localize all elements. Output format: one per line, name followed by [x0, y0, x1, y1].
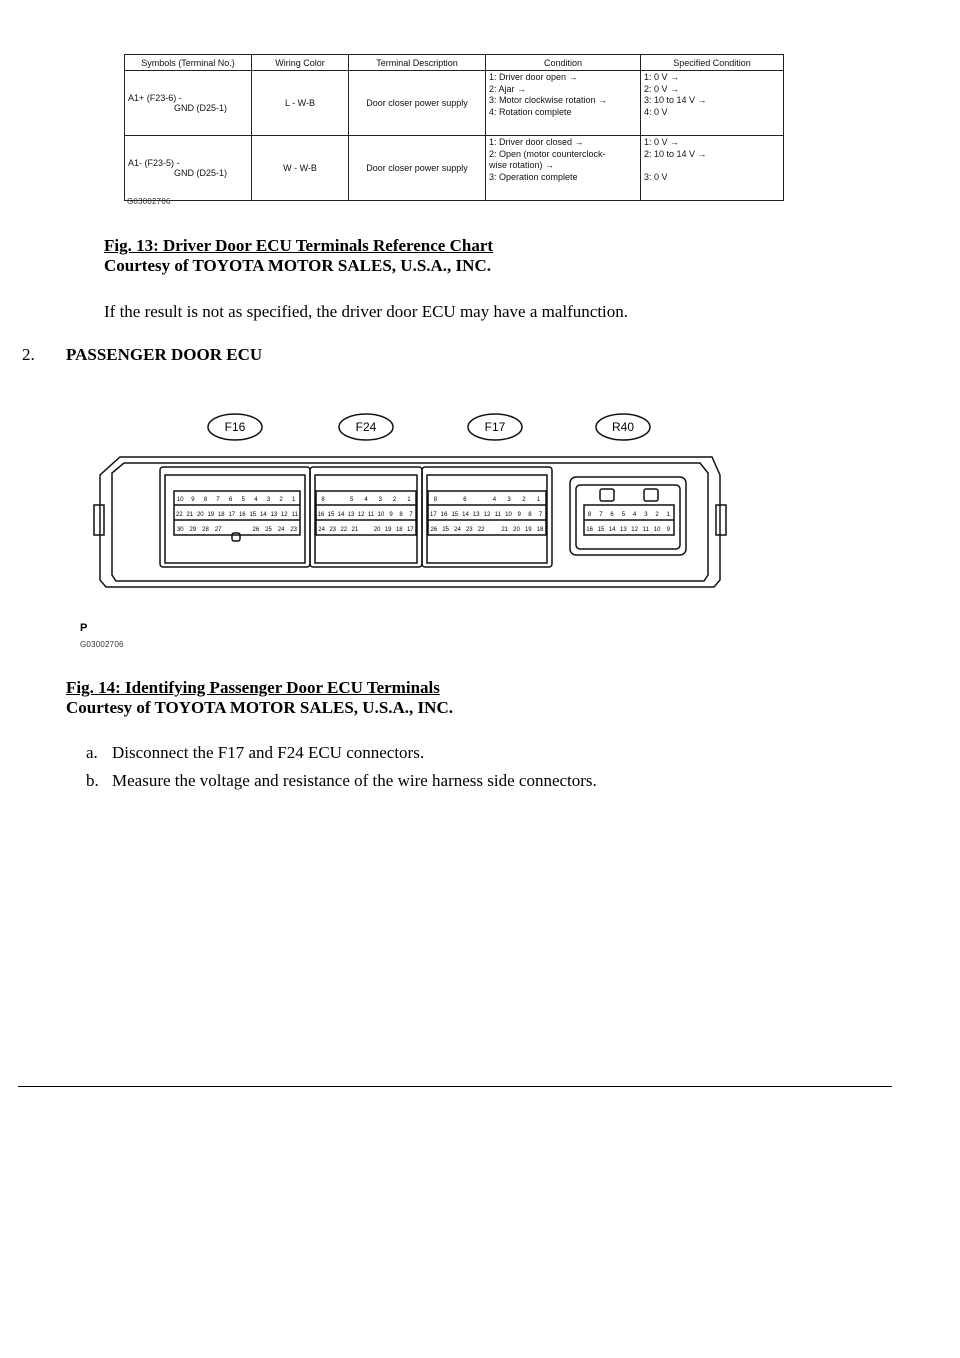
table-header: Terminal Description [349, 55, 486, 71]
pin-number: 12 [280, 512, 288, 518]
pin-number: 3 [266, 497, 271, 503]
pin-number: 14 [608, 527, 616, 533]
fig14-caption [66, 678, 453, 718]
pin-number: 21 [501, 527, 509, 533]
pin-number: 12 [631, 527, 638, 533]
pin-number: 2 [655, 512, 659, 518]
connector-inner-r40 [576, 485, 680, 549]
pin-number: 23 [465, 527, 473, 533]
specified-cell [641, 136, 784, 201]
pin-number: 25 [442, 527, 450, 533]
specified-line: 1: 0 V → [644, 72, 680, 82]
pin-number: 4 [632, 512, 637, 518]
pin-number: 3 [644, 512, 648, 518]
pin-number: 18 [536, 527, 544, 533]
specified-line: 2: 0 V → [644, 83, 680, 94]
pin-number: 8 [203, 497, 208, 503]
pin-number: 14 [337, 512, 345, 518]
pin-number: 24 [277, 527, 285, 533]
pin-number: 3 [378, 497, 382, 503]
pin-number: 7 [216, 497, 220, 503]
pin-number: 2 [279, 497, 283, 503]
pin-number: 7 [599, 512, 603, 518]
pin-number: 1 [666, 512, 671, 518]
pin-number: 22 [175, 512, 183, 518]
specified-line: 1: 0 V → [644, 137, 680, 147]
terminal-line: GND (D25-1) [174, 168, 228, 178]
pin-number: 15 [249, 512, 257, 518]
pin-number: 4 [364, 497, 368, 503]
pin-number: 2 [522, 497, 526, 503]
pin-number: 17 [407, 527, 414, 533]
pin-number: 16 [440, 512, 448, 518]
pin-number: 6 [229, 497, 233, 503]
pin-number: 8 [528, 512, 532, 518]
list-text: Disconnect the F17 and F24 ECU connectors. [112, 743, 425, 762]
list-marker: b. [86, 771, 99, 790]
pin-number: 9 [191, 497, 195, 503]
list-item [86, 743, 424, 763]
table-row [125, 71, 784, 136]
pin-number: 22 [340, 527, 348, 533]
pin-number: 20 [373, 527, 381, 533]
table-header: Wiring Color [252, 55, 349, 71]
pin-number: 20 [513, 527, 520, 533]
condition-line: 3: Operation complete [489, 171, 578, 182]
pin-number: 22 [477, 527, 485, 533]
pin-number: 20 [196, 512, 204, 518]
pin-number: 4 [492, 497, 497, 503]
pin-number: 14 [259, 512, 267, 518]
pin-number: 26 [252, 527, 260, 533]
pin-number: 16 [238, 512, 246, 518]
pin-number: 15 [597, 527, 605, 533]
pin-number: 17 [228, 512, 236, 518]
table-header: Symbols (Terminal No.) [125, 55, 252, 71]
pin-number: 5 [350, 497, 354, 503]
connector-inner-f17 [427, 475, 547, 563]
pin-number: 13 [472, 512, 480, 518]
step-number: 2. [22, 345, 35, 364]
connector-label: F16 [224, 420, 246, 434]
pin-number: 6 [463, 497, 467, 503]
pin-number: 6 [610, 512, 614, 518]
pin-number: 23 [329, 527, 337, 533]
caption-courtesy: Courtesy of TOYOTA MOTOR SALES, U.S.A., INC. [104, 256, 491, 275]
pin-number: 15 [327, 512, 335, 518]
pin-number: 14 [462, 512, 469, 518]
terminal-line: A1- (F23-5) - [128, 158, 180, 168]
pin-number: 1 [536, 497, 541, 503]
pin-number: 11 [367, 512, 375, 518]
description-cell: Door closer power supply [349, 71, 486, 136]
pin-number: 2 [392, 497, 397, 503]
pin-number: 11 [291, 512, 298, 518]
pin-number: 8 [433, 497, 438, 503]
condition-line: 3: Motor clockwise rotation → [489, 95, 608, 105]
pin-number: 21 [351, 527, 359, 533]
pin-number: 15 [451, 512, 459, 518]
pin-number: 30 [176, 527, 184, 533]
condition-cell [486, 136, 641, 201]
specified-line: 4: 0 V [644, 106, 668, 117]
pin-number: 28 [202, 527, 209, 533]
table-row [125, 136, 784, 201]
pin-number: 8 [587, 512, 592, 518]
connector-label: F24 [355, 420, 377, 434]
pin-number: 16 [586, 527, 593, 533]
ecu-connector-diagram [90, 405, 750, 620]
pin-number: 1 [292, 497, 296, 503]
wiring-cell: W - W-B [252, 136, 349, 201]
terminal-line: GND (D25-1) [174, 103, 228, 113]
figure-code: G03002706 [80, 640, 124, 649]
list-text: Measure the voltage and resistance of the wire harness side connectors. [112, 771, 597, 790]
step-heading [22, 345, 262, 365]
pin-number: 9 [666, 527, 671, 533]
wiring-cell: L - W-B [252, 71, 349, 136]
terminal-line: A1+ (F23-6) - [128, 93, 182, 103]
caption-title: Fig. 14: Identifying Passenger Door ECU Terminals [66, 678, 440, 697]
pin-number: 12 [357, 512, 365, 518]
pin-number: 5 [241, 497, 245, 503]
connector-inner-f16 [165, 475, 305, 563]
description-cell: Door closer power supply [349, 136, 486, 201]
pin-number: 1 [407, 497, 411, 503]
page-divider [18, 1086, 892, 1087]
specified-cell [641, 71, 784, 136]
pin-number: 25 [265, 527, 272, 533]
list-item [86, 771, 597, 791]
pin-number: 10 [377, 512, 385, 518]
pin-number: 10 [653, 527, 661, 533]
list-marker: a. [86, 743, 98, 762]
condition-line: 1: Driver door closed → [489, 137, 584, 147]
pin-number: 19 [207, 512, 215, 518]
specified-line: 3: 0 V [644, 171, 668, 182]
pin-labels [176, 497, 671, 533]
condition-line: 1: Driver door open → [489, 72, 578, 82]
pin-number: 26 [430, 527, 438, 533]
pin-number: 5 [621, 512, 626, 518]
terminal-cell [125, 136, 252, 201]
specified-line: 3: 10 to 14 V → [644, 95, 707, 105]
pin-number: 13 [270, 512, 278, 518]
condition-line: wise rotation) → [489, 160, 555, 170]
caption-title: Fig. 13: Driver Door ECU Terminals Reference Chart [104, 236, 494, 255]
pin-number: 13 [620, 527, 627, 533]
pin-number: 8 [321, 497, 325, 503]
pin-number: 4 [254, 497, 258, 503]
pin-number: 23 [290, 527, 298, 533]
specified-line [644, 160, 780, 172]
connector-label: F17 [484, 420, 506, 434]
figure-marker: P [80, 622, 88, 634]
caption-courtesy: Courtesy of TOYOTA MOTOR SALES, U.S.A., INC. [66, 698, 453, 717]
condition-cell [486, 71, 641, 136]
condition-line: 2: Ajar → [489, 83, 527, 94]
mount-tab [716, 505, 726, 535]
pin-number: 19 [384, 527, 392, 533]
pin-number: 16 [317, 512, 325, 518]
terminal-cell [125, 71, 252, 136]
table-header-row [125, 55, 784, 71]
pin-number: 11 [642, 527, 650, 533]
pin-number: 8 [399, 512, 403, 518]
step-title: PASSENGER DOOR ECU [66, 345, 263, 364]
pin-number: 10 [176, 497, 184, 503]
table-header: Condition [486, 55, 641, 71]
table-header: Specified Condition [641, 55, 784, 71]
pin-number: 12 [483, 512, 491, 518]
pin-number: 24 [454, 527, 461, 533]
pin-number: 10 [505, 512, 512, 518]
pin-number: 17 [430, 512, 437, 518]
terminal-spec-table [124, 54, 784, 201]
pin-number: 11 [494, 512, 501, 518]
pin-number: 3 [507, 497, 511, 503]
figure-code: G03002706 [127, 197, 171, 206]
condition-line: 2: Open (motor counterclock- [489, 148, 606, 159]
connector-inner-f24 [315, 475, 417, 563]
pin-number: 24 [318, 527, 325, 533]
pin-number: 18 [395, 527, 403, 533]
result-note: If the result is not as specified, the driver door ECU may have a malfunction. [104, 302, 629, 321]
connector-label: R40 [611, 420, 635, 434]
pin-number: 21 [186, 512, 194, 518]
pin-number: 19 [524, 527, 532, 533]
pin-number: 18 [217, 512, 225, 518]
pin-number: 9 [389, 512, 393, 518]
condition-line: 4: Rotation complete [489, 106, 572, 117]
pin-number: 27 [214, 527, 222, 533]
fig13-caption [104, 236, 493, 276]
pin-number: 13 [347, 512, 355, 518]
pin-number: 7 [538, 512, 543, 518]
key-slot [232, 533, 240, 541]
pin-number: 7 [409, 512, 413, 518]
mount-tab [94, 505, 104, 535]
pin-number: 9 [517, 512, 521, 518]
specified-line: 2: 10 to 14 V → [644, 148, 707, 159]
pin-number: 29 [189, 527, 197, 533]
